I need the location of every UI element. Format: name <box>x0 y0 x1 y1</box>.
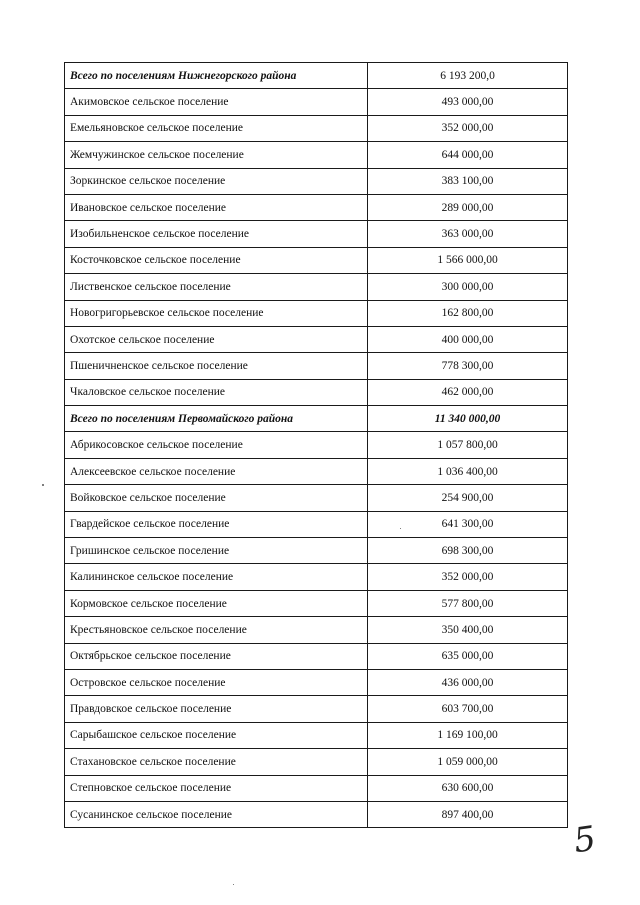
settlement-amount: 1 566 000,00 <box>368 247 568 273</box>
settlement-amount: 363 000,00 <box>368 221 568 247</box>
settlement-amount: 1 059 000,00 <box>368 749 568 775</box>
scan-speck <box>400 528 401 529</box>
table-row <box>65 538 568 564</box>
settlement-amount: 289 000,00 <box>368 194 568 220</box>
table-row <box>65 696 568 722</box>
district-total-row <box>65 63 568 89</box>
settlement-amount: 635 000,00 <box>368 643 568 669</box>
settlement-name: Крестьяновское сельское поселение <box>65 617 368 643</box>
settlement-name: Зоркинское сельское поселение <box>65 168 368 194</box>
table-row <box>65 432 568 458</box>
settlement-name: Октябрьское сельское поселение <box>65 643 368 669</box>
settlement-name: Чкаловское сельское поселение <box>65 379 368 405</box>
settlement-amount: 577 800,00 <box>368 590 568 616</box>
scan-speck <box>42 484 44 486</box>
table-row <box>65 194 568 220</box>
settlement-amount: 630 600,00 <box>368 775 568 801</box>
handwritten-page-number: 5 <box>571 818 599 862</box>
table-body <box>65 63 568 828</box>
settlement-name: Абрикосовское сельское поселение <box>65 432 368 458</box>
table-row <box>65 247 568 273</box>
settlement-name: Охотское сельское поселение <box>65 326 368 352</box>
settlement-amount: 300 000,00 <box>368 274 568 300</box>
settlement-name: Стахановское сельское поселение <box>65 749 368 775</box>
table-row <box>65 669 568 695</box>
settlement-amount: 1 169 100,00 <box>368 722 568 748</box>
settlement-amount: 603 700,00 <box>368 696 568 722</box>
table-row <box>65 511 568 537</box>
settlement-amount: 493 000,00 <box>368 89 568 115</box>
settlement-name: Войковское сельское поселение <box>65 485 368 511</box>
settlement-amount: 352 000,00 <box>368 564 568 590</box>
settlement-amount: 1 036 400,00 <box>368 458 568 484</box>
settlement-name: Акимовское сельское поселение <box>65 89 368 115</box>
settlement-name: Гвардейское сельское поселение <box>65 511 368 537</box>
table-row <box>65 485 568 511</box>
settlement-amount: 897 400,00 <box>368 801 568 827</box>
settlement-name: Изобильненское сельское поселение <box>65 221 368 247</box>
settlement-name: Кормовское сельское поселение <box>65 590 368 616</box>
settlement-amount: 162 800,00 <box>368 300 568 326</box>
table-row <box>65 617 568 643</box>
settlements-funding-table <box>64 62 568 828</box>
table-row <box>65 643 568 669</box>
settlement-amount: 698 300,00 <box>368 538 568 564</box>
settlement-amount: 641 300,00 <box>368 511 568 537</box>
settlement-name: Новогригорьевское сельское поселение <box>65 300 368 326</box>
settlement-amount: 400 000,00 <box>368 326 568 352</box>
settlement-name: Калининское сельское поселение <box>65 564 368 590</box>
table-row <box>65 379 568 405</box>
settlement-name: Пшеничненское сельское поселение <box>65 353 368 379</box>
table-row <box>65 775 568 801</box>
district-total-row <box>65 406 568 432</box>
settlement-amount: 1 057 800,00 <box>368 432 568 458</box>
settlement-name: Косточковское сельское поселение <box>65 247 368 273</box>
settlement-name: Алексеевское сельское поселение <box>65 458 368 484</box>
settlement-name: Островское сельское поселение <box>65 669 368 695</box>
table-row <box>65 722 568 748</box>
table-row <box>65 274 568 300</box>
settlement-amount: 644 000,00 <box>368 142 568 168</box>
table-row <box>65 353 568 379</box>
settlement-name: Степновское сельское поселение <box>65 775 368 801</box>
settlement-name: Правдовское сельское поселение <box>65 696 368 722</box>
table-row <box>65 458 568 484</box>
table-row <box>65 749 568 775</box>
table-row <box>65 142 568 168</box>
district-total-amount: 6 193 200,0 <box>368 63 568 89</box>
table-row <box>65 326 568 352</box>
table-row <box>65 590 568 616</box>
settlement-amount: 350 400,00 <box>368 617 568 643</box>
settlement-amount: 436 000,00 <box>368 669 568 695</box>
table-row <box>65 115 568 141</box>
table-row <box>65 168 568 194</box>
table-row <box>65 300 568 326</box>
settlement-amount: 352 000,00 <box>368 115 568 141</box>
settlement-name: Гришинское сельское поселение <box>65 538 368 564</box>
table-row <box>65 564 568 590</box>
scan-speck <box>233 884 234 885</box>
district-total-amount: 11 340 000,00 <box>368 406 568 432</box>
settlement-name: Сарыбашское сельское поселение <box>65 722 368 748</box>
settlement-amount: 254 900,00 <box>368 485 568 511</box>
settlement-name: Лиственское сельское поселение <box>65 274 368 300</box>
table-row <box>65 801 568 827</box>
district-total-label: Всего по поселениям Нижнегорского района <box>65 63 368 89</box>
table-row <box>65 89 568 115</box>
settlement-amount: 383 100,00 <box>368 168 568 194</box>
settlement-amount: 778 300,00 <box>368 353 568 379</box>
settlement-amount: 462 000,00 <box>368 379 568 405</box>
table-row <box>65 221 568 247</box>
settlement-name: Сусанинское сельское поселение <box>65 801 368 827</box>
settlement-name: Ивановское сельское поселение <box>65 194 368 220</box>
settlement-name: Жемчужинское сельское поселение <box>65 142 368 168</box>
district-total-label: Всего по поселениям Первомайского района <box>65 406 368 432</box>
settlement-name: Емельяновское сельское поселение <box>65 115 368 141</box>
